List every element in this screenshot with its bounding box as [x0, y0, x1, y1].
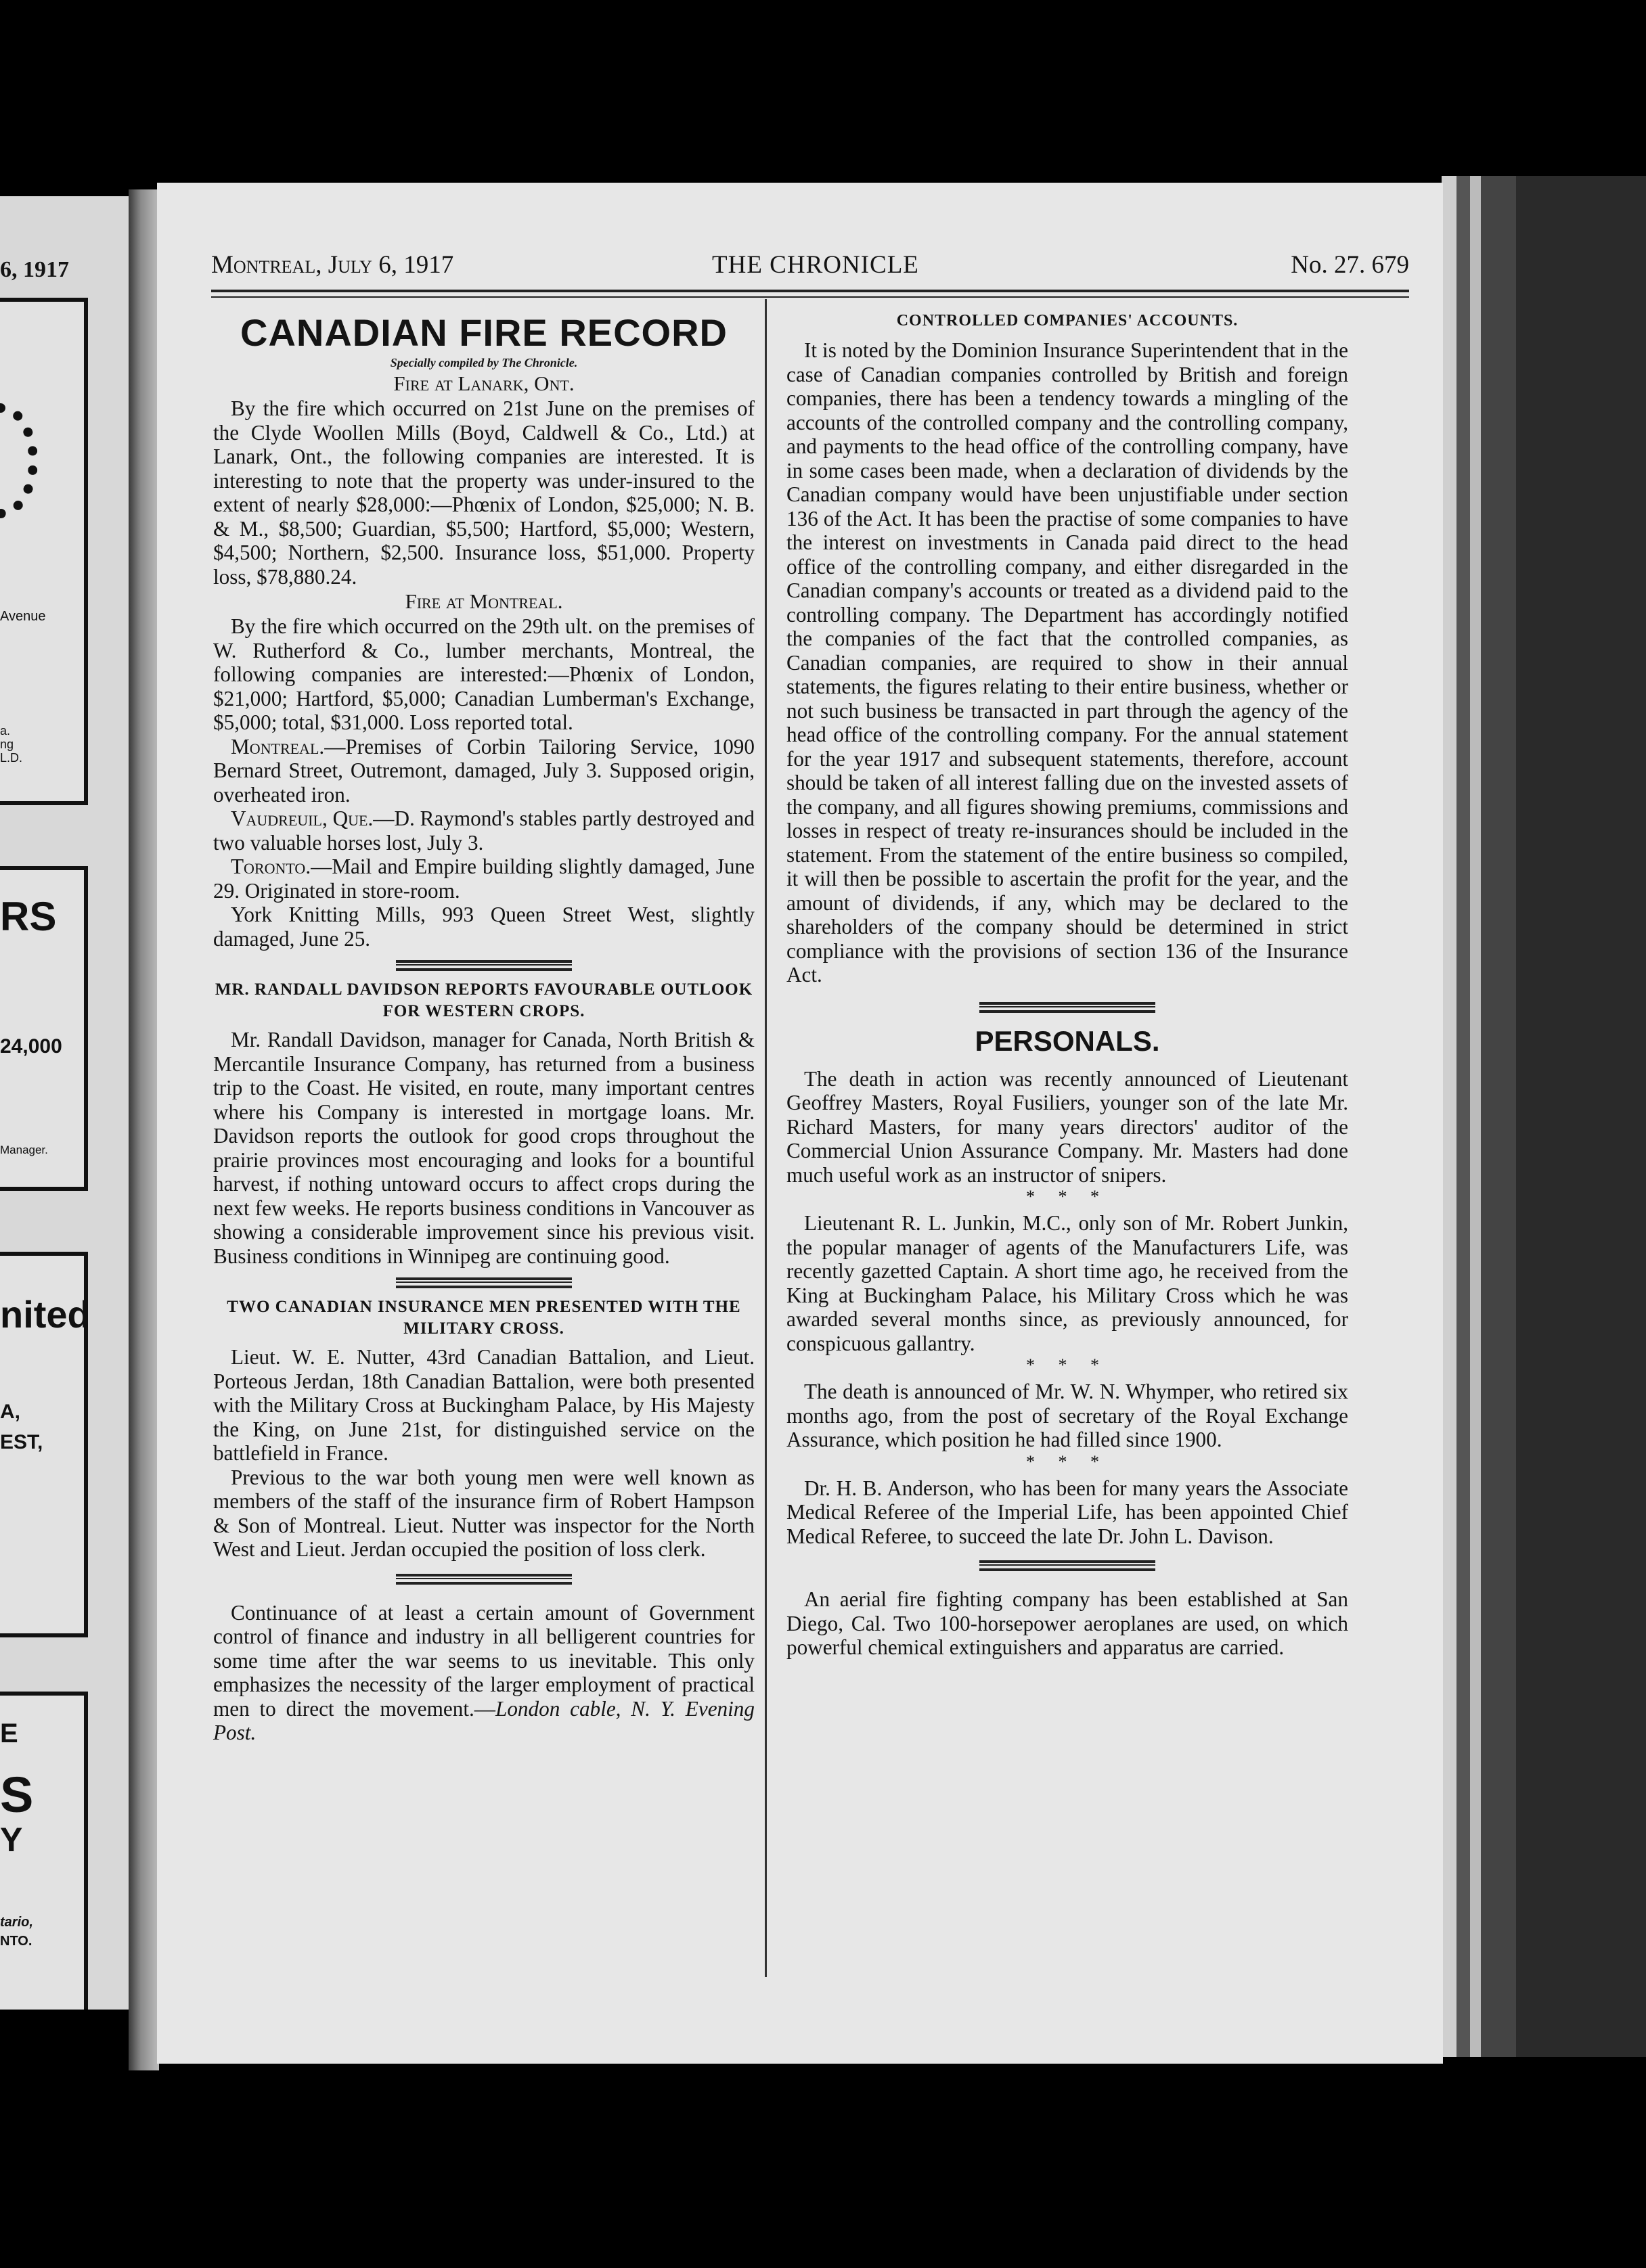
- header-page-number: No. 27. 679: [1291, 251, 1409, 279]
- fire-item: York Knitting Mills, 993 Queen Street West, slightly damaged, June 25.: [213, 903, 755, 951]
- ad-fragment: Avenue: [0, 609, 46, 624]
- fire-item: Vaudreuil, Que.—D. Raymond's stables partly destroyed and two valuable horses lost, July 3.: [213, 807, 755, 855]
- header-title: THE CHRONICLE: [712, 251, 919, 279]
- left-page-fragment: [0, 196, 129, 2010]
- ad-fragment: Manager.: [0, 1143, 48, 1156]
- stars-divider: * * *: [1026, 1355, 1109, 1375]
- section-separator: [396, 960, 572, 971]
- section-separator: [396, 1277, 572, 1288]
- lanark-heading: Fire at Lanark, Ont.: [393, 371, 575, 395]
- page-edges: [1442, 176, 1646, 2057]
- fire-item: Montreal.—Premises of Corbin Tailoring Service, 1090 Bernard Street, Outremont, damaged, July 3. Supposed origin, overheated iron.: [213, 734, 755, 807]
- ad-fragment: RS: [0, 894, 57, 939]
- ad-fragment: NTO.: [0, 1934, 32, 1949]
- controlled-heading: CONTROLLED COMPANIES' ACCOUNTS.: [896, 312, 1239, 330]
- ad-fragment: E: [0, 1719, 18, 1748]
- davidson-heading: MR. RANDALL DAVIDSON REPORTS FAVOURABLE OUTLOOK FOR WESTERN CROPS.: [215, 980, 753, 1020]
- personal-item: The death is announced of Mr. W. N. Whymper, who retired six months ago, from the post of secretary of the Royal Exchange Assurance, which position he had filled since 1900.: [786, 1380, 1348, 1451]
- ad-fragment: A,: [0, 1401, 20, 1423]
- fire-record-subtitle: Specially compiled by The Chronicle.: [390, 356, 578, 369]
- ad-fragment: L.D.: [0, 751, 23, 765]
- stars-divider: * * *: [1026, 1187, 1109, 1206]
- running-header: [211, 250, 1409, 284]
- ad-emblem: [0, 403, 38, 518]
- ad-fragment: tario,: [0, 1915, 33, 1930]
- personal-item: Lieutenant R. L. Junkin, M.C., only son of Mr. Robert Junkin, the popular manager of agents of the Manufacturers Life, was recently gazetted Captain. A short time ago, he received from the King at Buckingham Palace, his Military Cross which he was awarded several months since, as previously announced, for conspicuous gallantry.: [786, 1211, 1348, 1355]
- section-separator: [979, 1002, 1155, 1013]
- ad-fragment: a.: [0, 724, 11, 738]
- military-cross-heading: TWO CANADIAN INSURANCE MEN PRESENTED WITH THE MILITARY CROSS.: [227, 1298, 741, 1338]
- newspaper-page: [157, 183, 1443, 2064]
- davidson-paragraph: Mr. Randall Davidson, manager for Canada, North British & Mercantile Insurance Company, has returned from a business trip to the Coast. He visited, en route, many important centres where his Company is interested in mortgage loans. Mr. Davidson reports the outlook for good crops throughout the prairie provinces most encouraging and looks for a bountiful harvest, if nothing untoward occurs to affect crops during the next few weeks. He reports business conditions in Vancouver as showing a considerable improvement since his previous visit. Business conditions in Winnipeg are continuing good.: [213, 1028, 755, 1268]
- ad-fragment: nited: [0, 1293, 91, 1336]
- montreal-heading: Fire at Montreal.: [405, 589, 563, 613]
- fire-record-title: CANADIAN FIRE RECORD: [240, 311, 728, 354]
- header-rule: [211, 290, 1409, 298]
- fire-item: Toronto.—Mail and Empire building slightly damaged, June 29. Originated in store-room.: [213, 855, 755, 903]
- personal-item: Dr. H. B. Anderson, who has been for many years the Associate Medical Referee of the Imperial Life, has been appointed Chief Medical Referee, to succeed the late Dr. John L. Davison.: [786, 1476, 1348, 1548]
- ad-fragment: Y: [0, 1821, 23, 1859]
- header-date: Montreal, July 6, 1917: [211, 251, 454, 279]
- personal-item: The death in action was recently announced of Lieutenant Geoffrey Masters, Royal Fusiliers, younger son of the late Mr. Richard Masters, for many years directors' auditor of the Commercial Union Assurance Company. Mr. Masters had done much useful work as an instructor of snipers.: [786, 1066, 1348, 1187]
- ad-box-1: [0, 298, 88, 805]
- section-separator: [979, 1560, 1155, 1571]
- column-divider: [765, 299, 767, 1977]
- aerial-paragraph: An aerial fire fighting company has been established at San Diego, Cal. Two 100-horsepower aeroplanes are used, on which powerful chemical extinguishers and apparatus are carried.: [786, 1587, 1348, 1659]
- book-gutter: [129, 189, 159, 2070]
- government-paragraph: Continuance of at least a certain amount of Government control of finance and industry in all belligerent countries for some time after the war seems to us inevitable. This only emphasizes the necessity of the larger employment of practical men to direct the movement.—London cable, N. Y. Evening Post.: [213, 1600, 755, 1744]
- ad-fragment: EST,: [0, 1431, 43, 1453]
- personals-heading: PERSONALS.: [975, 1024, 1160, 1057]
- left-column: [213, 304, 755, 1745]
- military-cross-paragraph-2: Previous to the war both young men were well known as members of the staff of the insurance firm of Robert Hampson & Son of Montreal. Lieut. Nutter was inspector for the North West and Lieut. Jerdan occupied the position of loss clerk.: [213, 1465, 755, 1561]
- lanark-paragraph: By the fire which occurred on 21st June on the premises of the Clyde Woollen Mills (Boyd, Caldwell & Co., Ltd.) at Lanark, Ont., the following companies are interested. It is interesting to note that the property was under-insured to the extent of nearly $28,000:—Phœnix of London, $25,000; N. B. & M., $8,500; Guardian, $5,500; Hartford, $5,000; Western, $4,500; Northern, $2,500. Insurance loss, $51,000. Property loss, $78,880.24.: [213, 396, 755, 589]
- montreal-paragraph: By the fire which occurred on the 29th ult. on the premises of W. Rutherford & Co., lumber merchants, Montreal, the following companies are interested:—Phœnix of London, $21,000; Hartford, $5,000; Canadian Lumberman's Exchange, $5,000; total, $31,000. Loss reported total.: [213, 614, 755, 734]
- section-separator: [396, 1574, 572, 1585]
- left-page-date: 6, 1917: [0, 257, 69, 282]
- ad-fragment: 24,000: [0, 1035, 62, 1058]
- military-cross-paragraph-1: Lieut. W. E. Nutter, 43rd Canadian Battalion, and Lieut. Porteous Jerdan, 18th Canadian Battalion, were both presented with the Military Cross at Buckingham Palace, by His Majesty the King, on June 21st, for distinguished service on the battlefield in France.: [213, 1345, 755, 1465]
- ad-fragment: ng: [0, 738, 14, 751]
- controlled-paragraph: It is noted by the Dominion Insurance Superintendent that in the case of Canadian companies controlled by British and foreign companies, there has been a tendency towards a mingling of the accounts of the controlled company and the controlling company, and payments to the head office of the controlling company, have in some cases been made, when a declaration of dividends by the Canadian company would have been unjustifiable under section 136 of the Act. It has been the practise of some companies to have the interest on investments in Canada paid direct to the head office of the controlling company, and either disregarded in the Canadian company's accounts or treated as a dividend paid to the controlling company. The Department has accordingly notified the companies of the fact that the controlled companies, as Canadian companies, are required to show in their annual statements, the figures relating to their entire business, whether or not such business be transacted in part through the agency of the head office of the controlling company. For the annual statement for the year 1917 and subsequent statements, therefore, account should be taken of all interest falling due on the invested assets of the company, and all figures showing premiums, commissions and losses in respect of treaty re-insurances should be included in the statement. From the statement of the entire business so compiled, it will then be possible to ascertain the profit for the year, and the amount of dividends, if any, which may be declared to the shareholders of the company should be determined in strict compliance with the provisions of section 136 of the Insurance Act.: [786, 338, 1348, 986]
- stars-divider: * * *: [1026, 1451, 1109, 1472]
- right-column: [786, 304, 1348, 1660]
- ad-fragment: S: [0, 1767, 34, 1823]
